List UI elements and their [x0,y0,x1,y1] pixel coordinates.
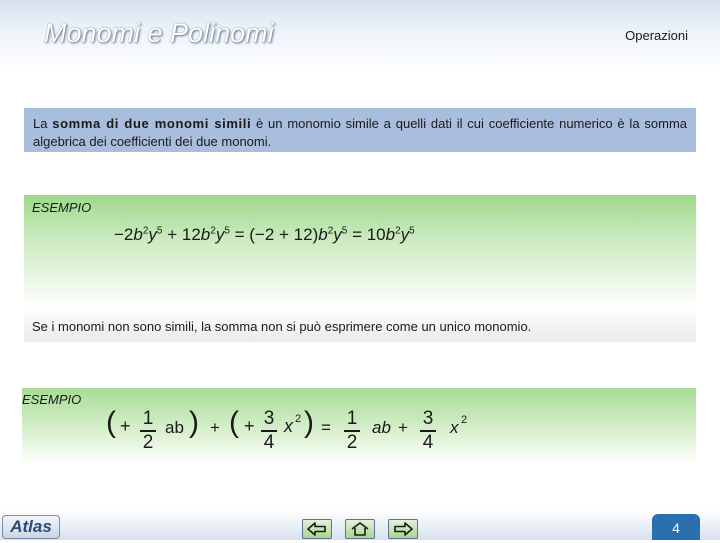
plus-sign: + [398,418,408,437]
equals-sign: = [321,418,331,437]
term-ab: ab [165,418,184,437]
definition-box [24,108,696,152]
next-button[interactable] [388,519,418,539]
exp: 2 [395,225,401,237]
example-box-2 [22,388,696,464]
arrow-right-icon [389,520,417,538]
atlas-logo: Atlas [2,515,60,539]
var-y: y [215,225,225,244]
example-box-1 [24,195,696,307]
close-paren: ) [304,406,314,439]
open-paren: ( [229,406,239,439]
open-paren: ( [106,406,116,439]
exp: 5 [224,225,230,237]
var-y: y [148,225,157,244]
non-similar-note: Se i monomi non sono simili, la somma non si può esprimere come un unico monomio. [24,308,696,342]
home-button[interactable] [345,519,375,539]
fraction-numerator: 3 [422,408,434,429]
fraction-three-quarters-result [420,409,436,453]
example-label-2: ESEMPIO [22,392,82,407]
fraction-denominator: 4 [263,432,275,453]
plus-sign: + [244,416,255,436]
var-b: b [200,225,211,244]
fraction-numerator: 1 [142,408,154,429]
coeff-sum: = (−2 + 12) [229,225,319,244]
plus-sign: + [120,416,131,436]
fraction-numerator: 1 [346,408,358,429]
fraction-numerator: 3 [263,408,275,429]
section-label: Operazioni [625,28,688,43]
exp: 2 [327,225,334,237]
result-term-ab: ab [372,418,391,437]
previous-button[interactable] [302,519,332,539]
plus-sign: + [210,418,220,437]
definition-text-start: La [33,116,53,131]
result-coeff: = 10 [347,225,386,244]
header-banner [0,0,720,72]
var-y: y [333,225,342,244]
coeff-term-2: + 12 [162,225,201,244]
exp: 5 [156,225,163,237]
result-var-x: x [450,418,459,437]
page-title: Monomi e Polinomi [44,18,274,48]
exp: 2 [142,225,149,237]
coeff-term-1: −2 [114,225,134,244]
exp: 5 [341,225,348,237]
var-x: x [284,416,293,436]
home-icon [346,520,374,538]
close-paren: ) [189,406,199,439]
fraction-denominator: 4 [422,432,434,453]
fraction-one-half [140,409,156,453]
var-b: b [133,225,143,244]
exp: 5 [409,225,415,237]
var-b: b [385,225,396,244]
arrow-left-icon [303,520,331,538]
var-b: b [318,225,328,244]
definition-highlight: somma di due monomi simili [52,116,252,131]
definition-text-end: è un monomio simile a quelli dati il cui coefficiente numerico è la somma algebrica dei coefficienti dei due monomi. [33,116,687,149]
exponent: 2 [295,413,302,425]
fraction-denominator: 2 [346,432,358,453]
fraction-three-quarters [261,409,277,453]
exp: 2 [210,225,216,237]
example-label-1: ESEMPIO [32,200,92,215]
page-number: 4 [652,514,700,540]
var-y: y [400,225,410,244]
fraction-one-half-result [344,409,360,453]
fraction-denominator: 2 [142,432,154,453]
formula-similar-sum [114,225,415,245]
exponent: 2 [461,414,468,426]
